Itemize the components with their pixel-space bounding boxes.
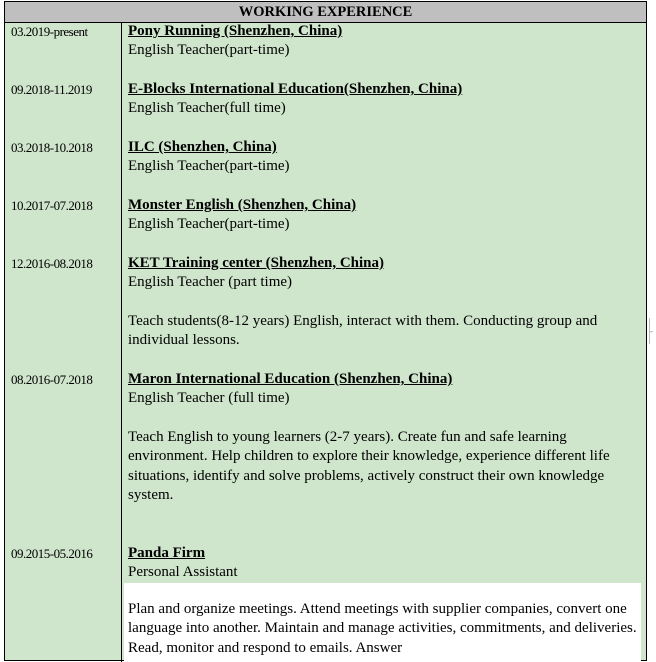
entry-date: 03.2018-10.2018: [11, 140, 93, 155]
entry-company: ILC (Shenzhen, China): [128, 139, 277, 155]
section-header: WORKING EXPERIENCE: [5, 2, 646, 23]
entry-date: 09.2018-11.2019: [11, 82, 92, 97]
column-divider: [121, 23, 122, 662]
entry-company: Panda Firm: [128, 545, 206, 561]
entry-description: Plan and organize meetings. Attend meetings with supplier companies, convert one language into another. Maintain and manage activities, commitments, and deliveries. Read, monitor and respond to emails. Answer: [128, 601, 637, 656]
page-edge-marker: -: [649, 318, 656, 344]
entry-role: English Teacher (full time): [128, 390, 290, 406]
entry-company: Pony Running (Shenzhen, China): [128, 23, 343, 39]
entry-date: 10.2017-07.2018: [11, 198, 93, 213]
entry-date: 08.2016-07.2018: [11, 372, 93, 387]
entry-company: KET Training center (Shenzhen, China): [128, 255, 385, 271]
entry-company: Monster English (Shenzhen, China): [128, 197, 357, 213]
entry-role: English Teacher(part-time): [128, 158, 290, 174]
working-experience-table: [4, 1, 647, 661]
entry-role: English Teacher(part-time): [128, 216, 290, 232]
entry-date: 09.2015-05.2016: [11, 546, 93, 561]
entry-description: Teach English to young learners (2-7 years). Create fun and safe learning environment. Help children to explore their knowledge, experience different life situations, identify and solve problems, actively construct their own knowledge system.: [128, 429, 610, 504]
entry-company: E-Blocks International Education(Shenzhen, China): [128, 81, 463, 97]
entry-role: English Teacher (part time): [128, 274, 293, 290]
entry-role: English Teacher(full time): [128, 100, 286, 116]
entry-role: English Teacher(part-time): [128, 42, 290, 58]
entry-date: 03.2019-present: [11, 24, 88, 39]
entry-description: Teach students(8-12 years) English, interact with them. Conducting group and individual lessons.: [128, 313, 598, 349]
entry-date: 12.2016-08.2018: [11, 256, 93, 271]
entry-company: Maron International Education (Shenzhen, China): [128, 371, 453, 387]
entry-role: Personal Assistant: [128, 564, 238, 580]
